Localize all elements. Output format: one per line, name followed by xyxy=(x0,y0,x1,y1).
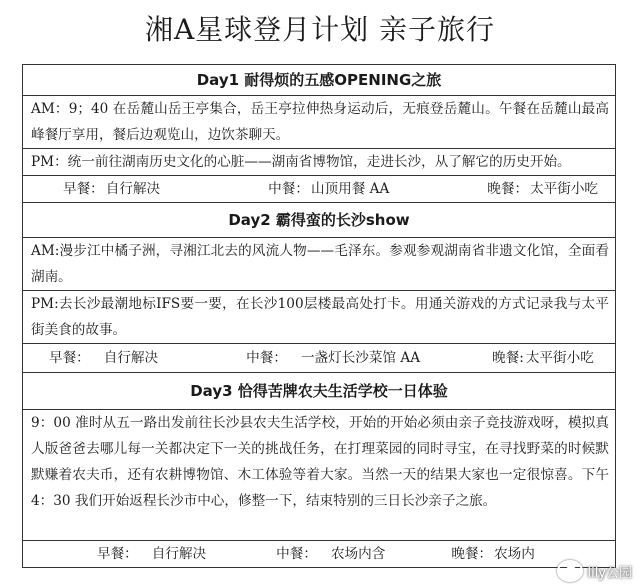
wechat-logo-icon xyxy=(557,560,583,582)
day2-heading: Day2 霸得蛮的长沙show xyxy=(23,203,615,238)
day3-description: 9：00 准时从五一路出发前往长沙县农夫生活学校，开始的开始必须由亲子竞技游戏呀，模拟真人版爸爸去哪儿每一关都决定下一关的挑战任务，在打理菜园的同时寻宝，在寻找野菜的时候默默赚着农夫币，还有农耕博物馆、木工体验等着大家。当然一天的结果大家也一定很惊喜。下午4：30 我们开始返程长沙市中心，修整一下，结束特别的三日长沙亲子之旅。 xyxy=(23,410,615,541)
day3-heading: Day3 恰得苦牌农夫生活学校一日体验 xyxy=(23,373,615,410)
lunch-label: 中餐： xyxy=(276,546,317,562)
dinner-label: 晚餐： xyxy=(451,546,493,562)
page-title: 湘A星球登月计划 亲子旅行 xyxy=(144,13,496,46)
lunch-value: 一盏灯长沙菜馆 AA xyxy=(300,350,421,366)
breakfast-value: 自行解决 xyxy=(151,546,207,562)
dinner-value: 农场内 xyxy=(494,546,535,562)
lunch-value: 山顶用餐 AA xyxy=(310,181,390,197)
watermark-text: lily公园 xyxy=(587,565,632,581)
dinner-value: 太平街小吃 xyxy=(525,350,594,366)
dinner-value: 太平街小吃 xyxy=(530,181,599,197)
breakfast-value: 自行解决 xyxy=(103,350,159,366)
day1-afternoon: PM：统一前往湖南历史文化的心脏——湖南省博物馆，走进长沙，从了解它的历史开始。 xyxy=(23,149,615,176)
dinner-label: 晚餐： xyxy=(487,181,529,197)
breakfast-label: 早餐： xyxy=(63,181,104,197)
dinner-label: 晚餐: xyxy=(492,350,524,366)
breakfast-value: 自行解决 xyxy=(105,181,161,197)
breakfast-label: 早餐： xyxy=(97,546,138,562)
watermark xyxy=(557,560,632,582)
day3-meals xyxy=(23,541,615,567)
day1-morning: AM：9；40 在岳麓山岳王亭集合，岳王亭拉伸热身运动后，无痕登岳麓山。午餐在岳麓山最高峰餐厅享用，餐后边观览山，边饮茶聊天。 xyxy=(23,96,615,149)
day2-morning: AM:漫步江中橘子洲，寻湘江北去的风流人物——毛泽东。参观参观湖南省非遗文化馆，全面看湖南。 xyxy=(23,238,615,291)
lunch-label: 中餐： xyxy=(268,181,309,197)
day2-meals xyxy=(23,344,615,373)
lunch-value: 农场内含 xyxy=(330,546,386,562)
itinerary-table xyxy=(22,64,616,568)
lunch-label: 中餐： xyxy=(246,350,287,366)
day1-heading: Day1 耐得烦的五感OPENING之旅 xyxy=(23,65,615,96)
breakfast-label: 早餐： xyxy=(49,350,90,366)
day1-meals xyxy=(23,176,615,203)
day2-afternoon: PM:去长沙最潮地标IFS要一要，在长沙100层楼最高处打卡。用通关游戏的方式记录我与太平街美食的故事。 xyxy=(23,291,615,344)
